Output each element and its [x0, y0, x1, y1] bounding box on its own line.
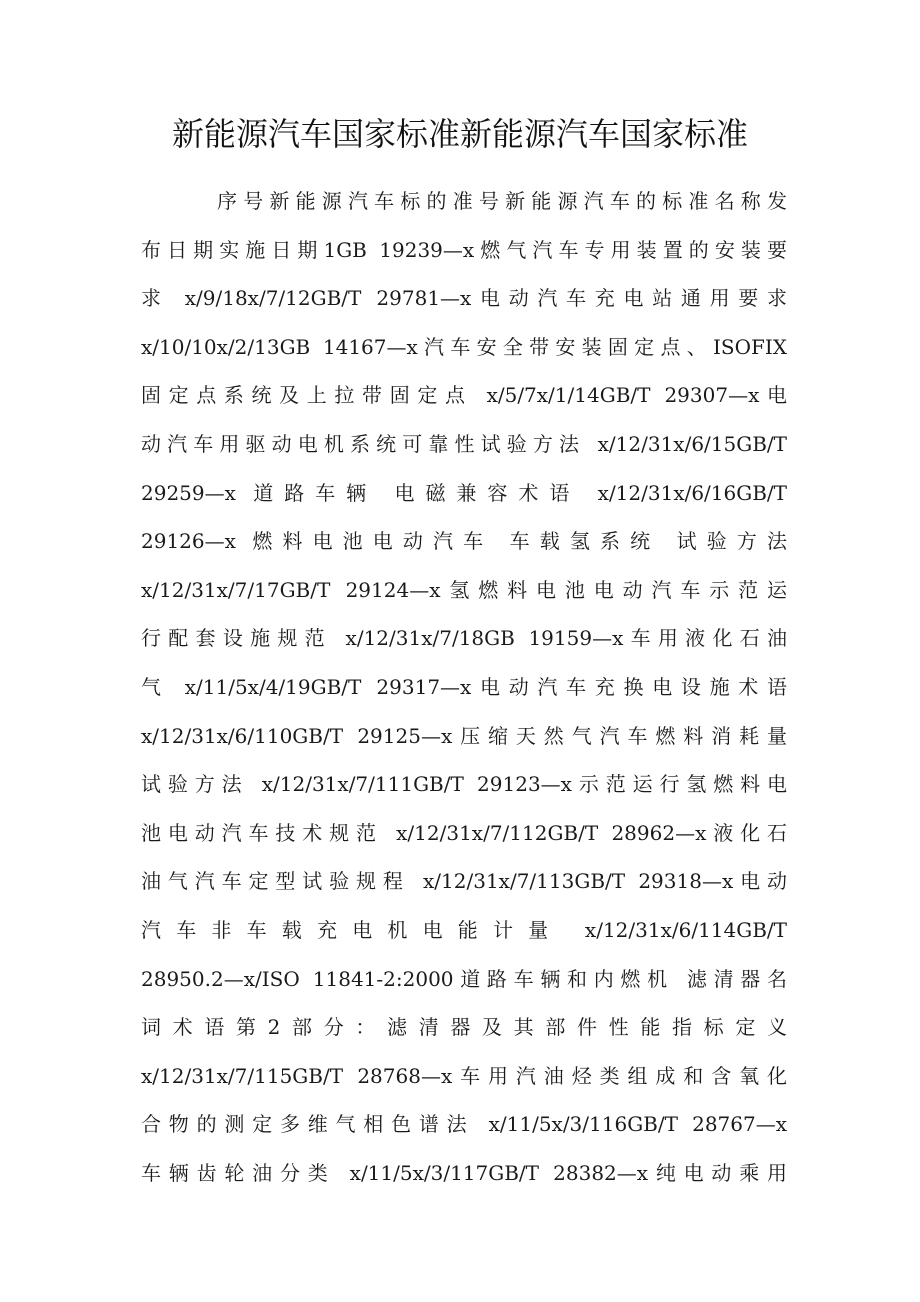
text-line: 求 x/9/18x/7/12GB/T 29781—x电动汽车充电站通用要求 [141, 286, 787, 311]
text-line: 布日期实施日期1GB 19239—x燃气汽车专用装置的安装要 [141, 237, 787, 262]
text-line: x/12/31x/6/110GB/T 29125—x压缩天然气汽车燃料消耗量 [141, 723, 787, 748]
body-text [141, 177, 787, 1197]
text-line: 合物的测定多维气相色谱法 x/11/5x/3/116GB/T 28767—x [141, 1112, 787, 1137]
text-line: 固定点系统及上拉带固定点 x/5/7x/1/14GB/T 29307—x电 [141, 383, 787, 408]
text-line: 序号新能源汽车标的准号新能源汽车的标准名称发 [217, 189, 787, 213]
text-line: 词术语第2部分：滤清器及其部件性能指标定义 [141, 1015, 787, 1040]
text-line: 汽车非车载充电机电能计量 x/12/31x/6/114GB/T [141, 917, 787, 942]
text-line: 池电动汽车技术规范 x/12/31x/7/112GB/T 28962—x液化石 [141, 820, 787, 845]
page-title: 新能源汽车国家标准新能源汽车国家标准 [171, 115, 748, 153]
text-line: 油气汽车定型试验规程 x/12/31x/7/113GB/T 29318—x电动 [141, 869, 787, 894]
text-line: 行配套设施规范 x/12/31x/7/18GB 19159—x车用液化石油 [141, 626, 787, 651]
text-line: x/12/31x/7/17GB/T 29124—x氢燃料电池电动汽车示范运 [141, 577, 787, 602]
text-line: 28950.2—x/ISO 11841-2:2000道路车辆和内燃机 滤清器名 [141, 966, 787, 991]
text-line: 动汽车用驱动电机系统可靠性试验方法 x/12/31x/6/15GB/T [141, 431, 787, 456]
text-line: 车辆齿轮油分类 x/11/5x/3/117GB/T 28382—x纯电动乘用 [141, 1160, 787, 1185]
text-line: x/10/10x/2/13GB 14167—x汽车安全带安装固定点、ISOFIX [141, 334, 787, 359]
text-line: x/12/31x/7/115GB/T 28768—x车用汽油烃类组成和含氧化 [141, 1063, 787, 1088]
text-line: 29259—x 道路车辆 电磁兼容术语 x/12/31x/6/16GB/T [141, 480, 787, 505]
text-line: 气 x/11/5x/4/19GB/T 29317—x电动汽车充换电设施术语 [141, 674, 787, 699]
text-line: 29126—x 燃料电池电动汽车 车载氢系统 试验方法 [141, 529, 787, 554]
text-line: 试验方法 x/12/31x/7/111GB/T 29123—x示范运行氢燃料电 [141, 772, 787, 797]
